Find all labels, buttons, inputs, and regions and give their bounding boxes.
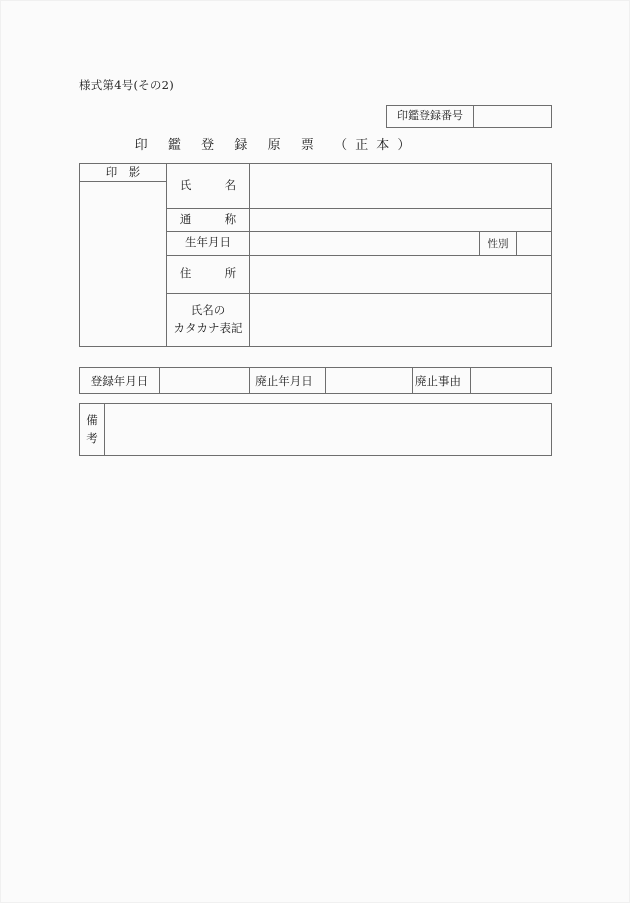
registration-number-field[interactable]: [474, 106, 551, 127]
table-row-birthdate: [167, 231, 551, 256]
registration-status-table: [79, 367, 552, 394]
table-row-alias: [167, 208, 551, 232]
gender-field[interactable]: [517, 231, 551, 255]
form-code-label: 様式第4号(その2): [79, 78, 174, 92]
gender-label: 性別: [479, 231, 517, 255]
remarks-label: [80, 404, 105, 455]
page-title: [1, 134, 629, 153]
abolition-reason-label: 廃止事由: [406, 368, 471, 393]
abolition-date-label: 廃止年月日: [243, 368, 326, 393]
table-row-name: [167, 164, 551, 209]
remarks-label-char2: 考: [86, 430, 98, 445]
katakana-label-line1: 氏名の: [190, 302, 226, 317]
personal-info-table: [79, 163, 552, 347]
remarks-box: [79, 403, 552, 456]
registration-date-field[interactable]: [159, 368, 250, 393]
seal-impression-field[interactable]: [80, 182, 166, 346]
table-row-address: [167, 255, 551, 294]
name-field[interactable]: [249, 164, 551, 208]
seal-impression-label: 印 影: [80, 164, 166, 182]
registration-number-label: 印鑑登録番号: [387, 106, 474, 127]
abolition-date-field[interactable]: [325, 368, 413, 393]
katakana-field[interactable]: [249, 293, 551, 346]
address-label: 住 所: [167, 255, 250, 293]
katakana-label: [167, 293, 250, 346]
registration-number-box: [386, 105, 552, 128]
alias-label: 通 称: [167, 208, 250, 231]
page-title-text: 印 鑑 登 録 原 票 （正本）: [134, 138, 419, 153]
birthdate-value-wrap: [249, 231, 551, 255]
address-field[interactable]: [249, 255, 551, 293]
alias-field[interactable]: [249, 208, 551, 231]
name-label: 氏 名: [167, 164, 250, 208]
remarks-field[interactable]: [105, 404, 551, 455]
abolition-reason-field[interactable]: [470, 368, 551, 393]
remarks-label-char1: 備: [86, 413, 98, 428]
registration-date-label: 登録年月日: [80, 368, 160, 393]
seal-impression-column: [80, 164, 167, 346]
birthdate-label: 生年月日: [167, 231, 250, 255]
table-row-katakana: [167, 293, 551, 346]
katakana-label-line2: カタカナ表記: [173, 320, 243, 335]
